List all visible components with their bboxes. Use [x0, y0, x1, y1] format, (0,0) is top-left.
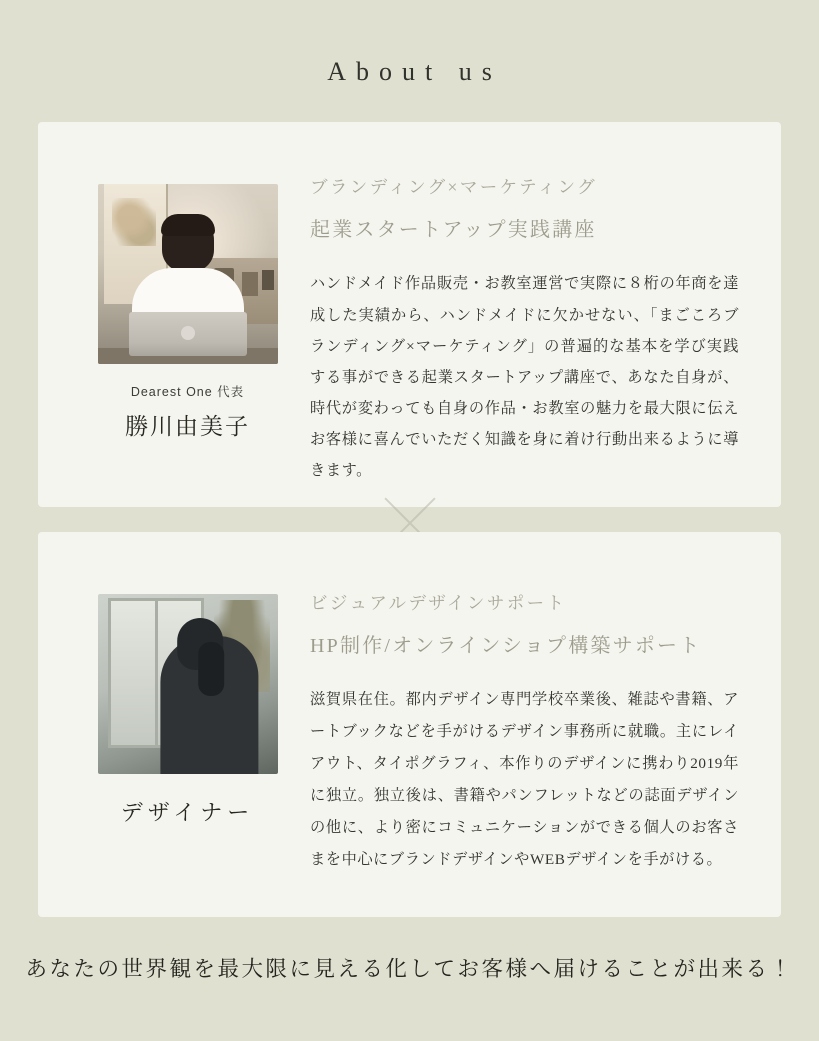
profile-role-1: Dearest One 代表: [130, 385, 245, 400]
profile-card-1: [38, 122, 781, 507]
profile-card-2-inner: [38, 532, 781, 917]
profile-eyebrow-1: ブランディング×マーケティング: [310, 177, 598, 198]
profile-card-2: [38, 532, 781, 917]
profile-headline-1: 起業スタートアップ実践講座: [310, 219, 597, 242]
photo-hair-front-shape: [161, 214, 215, 236]
profile-eyebrow-2: ビジュアルデザインサポート: [310, 593, 567, 614]
page-title: About us: [327, 57, 502, 87]
profile-body-1: ハンドメイド作品販売・お教室運営で実際に８桁の年商を達成した実績から、ハンドメイドに欠かせない、「まごころブランディング×マーケティング」の普遍的な基本を学び実践する事ができる起業スタートアップ講座で、あなた自身が、時代が変わっても自身の作品・お教室の魅力を最大限に伝えお客様に喜んでいただく知識を身に着け行動出来るように導きます。: [310, 275, 739, 480]
photo2-hair-shape: [198, 642, 224, 696]
profile-name-1: 勝川由美子: [125, 413, 250, 440]
profile-name-2: デザイナー: [120, 800, 255, 826]
woman-by-window-photo: [98, 594, 278, 774]
woman-at-laptop-photo: [98, 184, 278, 364]
footer-tagline: あなたの世界観を最大限に見える化してお客様へ届けることが出来る！: [25, 957, 794, 982]
profile-card-2-text-column: [304, 532, 781, 917]
profile-body-2: 滋賀県在住。都内デザイン専門学校卒業後、雑誌や書籍、アートブックなどを手がけるデザイン事務所に就職。主にレイアウト、タイポグラフィ、本作りのデザインに携わり2019年に独立。独立後は、書籍やパンフレットなどの誌面デザインの他に、より密にコミュニケーションができる個人のお客さまを中心にブランドデザインやWEBデザインを手がける。: [310, 691, 739, 869]
profile-card-1-inner: [38, 122, 781, 507]
profile-card-1-text-column: [304, 122, 781, 507]
profile-card-2-photo-column: [38, 532, 304, 917]
profile-headline-2: HP制作/オンラインショプ構築サポート: [310, 635, 702, 658]
about-us-page: [0, 17, 819, 1041]
profile-card-1-photo-column: [38, 122, 304, 507]
photo-laptop-shape: [129, 312, 247, 356]
